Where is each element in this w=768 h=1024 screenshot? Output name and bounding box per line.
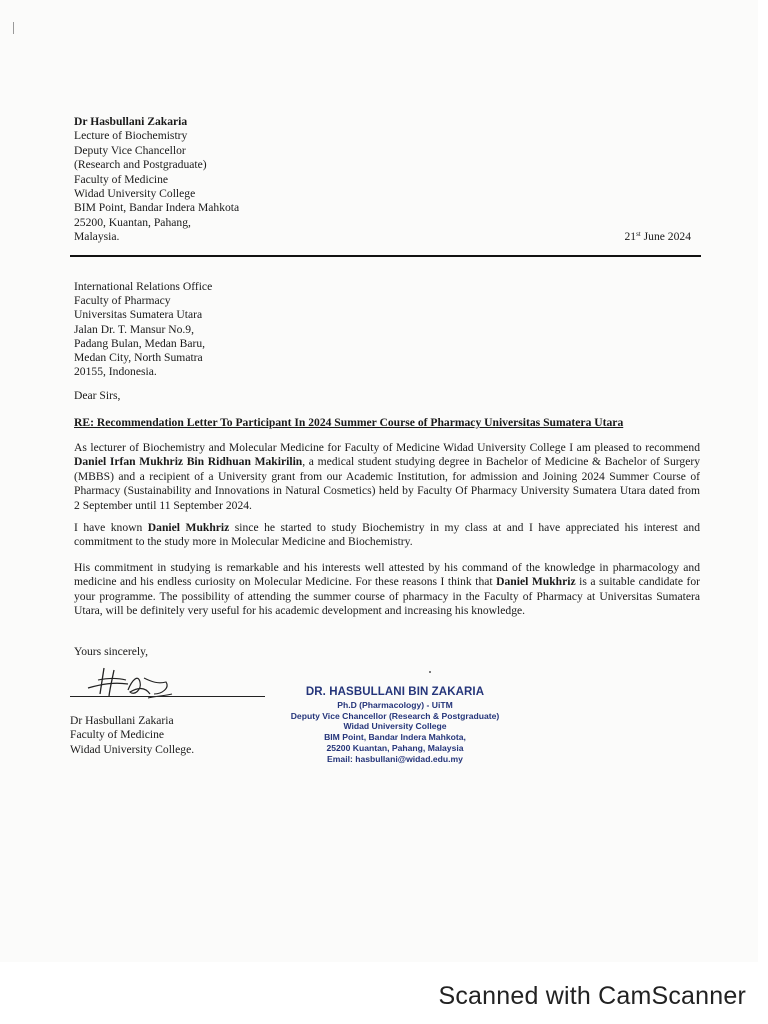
- stamp-email: Email: hasbullani@widad.edu.my: [327, 753, 463, 764]
- paragraph-text: As lecturer of Biochemistry and Molecular Medicine for Faculty of Medicine Widad University College I am pleased to recommend: [74, 441, 700, 454]
- stamp-line: Ph.D (Pharmacology) - UiTM: [337, 700, 453, 710]
- recipient-line: Jalan Dr. T. Mansur No.9,: [74, 322, 195, 336]
- stamp-line: Deputy Vice Chancellor (Research & Postgraduate): [290, 710, 500, 721]
- body-paragraph-1: [74, 441, 700, 513]
- paragraph-text: , a medical student studying degree in Bachelor of Medicine & Bachelor of Surgery (MBBS) and a recipient of a University grant from our Academic Institution, for admission and Joining 2024 Summer Course of Pharmacy (Sustainability and Innovations in Natural Cosmetics) held by Faculty Of Pharmacy University Sumatera Utara dated from 2 September until 11 September 2024.: [74, 455, 701, 512]
- body-paragraph-2: [74, 521, 700, 550]
- stamp-name: DR. HASBULLANI BIN ZAKARIA: [305, 686, 485, 698]
- sender-line: (Research and Postgraduate): [74, 158, 207, 172]
- salutation: Dear Sirs,: [74, 389, 121, 402]
- sender-line: Deputy Vice Chancellor: [74, 143, 186, 157]
- signature-line: [70, 696, 265, 697]
- recipient-line: Padang Bulan, Medan Baru,: [74, 336, 206, 350]
- date-day: 21: [624, 230, 637, 243]
- student-short-name: Daniel Mukhriz: [496, 575, 576, 589]
- camscanner-watermark: Scanned with CamScanner: [438, 982, 746, 1010]
- sender-name: Dr Hasbullani Zakaria: [74, 115, 188, 128]
- recipient-line: International Relations Office: [74, 280, 213, 293]
- sender-line: Faculty of Medicine: [74, 172, 169, 186]
- date-rest: June 2024: [640, 230, 691, 243]
- official-stamp: [280, 686, 510, 764]
- paragraph-text: is a suitable candidate for your programme. The possibility of attending the summer course of pharmacy in the Faculty of Pharmacy at Universitas Sumatera Utara, will be definitely very useful for his academic development and increasing his knowledge.: [74, 575, 700, 618]
- letter-date: [624, 230, 691, 243]
- signoff-line: Faculty of Medicine: [70, 728, 165, 742]
- stamp-line: Widad University College: [343, 721, 447, 732]
- date-suffix: st: [636, 230, 641, 238]
- paragraph-text: I have known: [74, 521, 148, 534]
- closing: Yours sincerely,: [74, 645, 149, 658]
- scan-edge-mark: [13, 22, 14, 34]
- sender-address-block: [74, 115, 239, 245]
- sender-line: BIM Point, Bandar Indera Mahkota: [74, 201, 240, 215]
- handwritten-signature: [84, 660, 179, 700]
- sender-line: Lecture of Biochemistry: [74, 129, 188, 143]
- stamp-line: BIM Point, Bandar Indera Mahkota,: [324, 732, 466, 743]
- subject-line: RE: Recommendation Letter To Participant In 2024 Summer Course of Pharmacy Universitas Sumatera Utara: [74, 416, 624, 429]
- recipient-line: Medan City, North Sumatra: [74, 351, 203, 365]
- student-short-name: Daniel Mukhriz: [147, 521, 230, 534]
- recipient-address-block: [74, 280, 212, 379]
- ink-dot: [429, 671, 431, 673]
- sender-line: 25200, Kuantan, Pahang,: [74, 215, 191, 229]
- recipient-line: Universitas Sumatera Utara: [74, 308, 203, 322]
- recipient-line: Faculty of Pharmacy: [74, 294, 171, 308]
- paragraph-text: His commitment in studying is remarkable and his interests well attested by his command of the knowledge in pharmacology and medicine and his endless curiosity on Molecular Medicine. For these reasons I think that: [74, 561, 700, 589]
- signoff-line: Dr Hasbullani Zakaria: [70, 714, 174, 727]
- student-full-name: Daniel Irfan Mukhriz Bin Ridhuan Makirilin: [74, 455, 303, 469]
- header-divider: [70, 255, 701, 257]
- signoff-block: [70, 714, 194, 757]
- stamp-line: 25200 Kuantan, Pahang, Malaysia: [326, 742, 464, 753]
- signoff-line: Widad University College.: [70, 742, 195, 756]
- sender-line: Widad University College: [74, 187, 196, 201]
- body-paragraph-3: [74, 561, 700, 619]
- recipient-line: 20155, Indonesia.: [74, 365, 157, 379]
- paragraph-text: since he started to study Biochemistry in my class at and I have appreciated his interest and commitment to the study more in Molecular Medicine and Biochemistry.: [74, 521, 700, 549]
- sender-line: Malaysia.: [74, 230, 120, 244]
